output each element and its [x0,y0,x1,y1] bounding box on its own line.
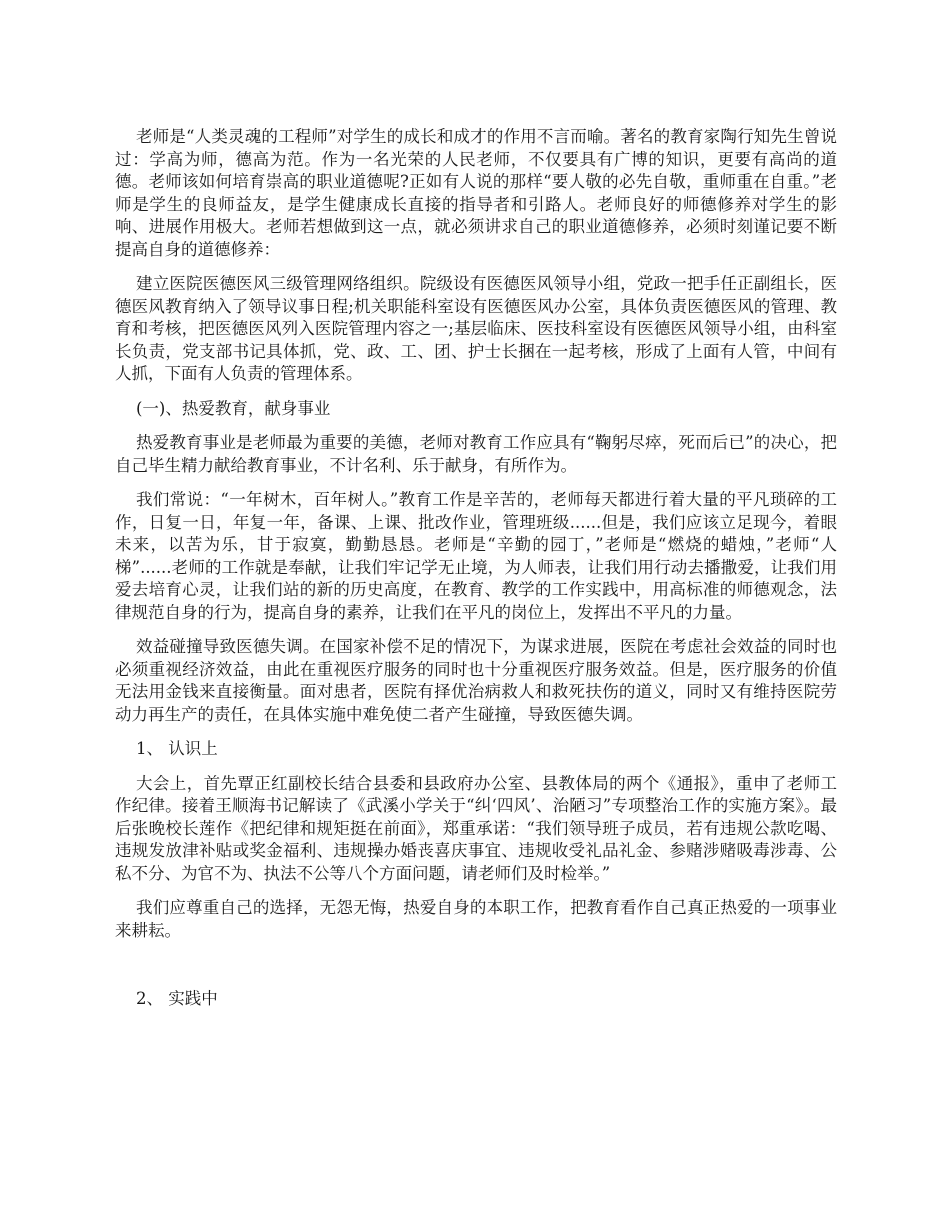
section-heading-practice: 2、 实践中 [136,989,218,1008]
paragraph-meeting-discipline: 大会上，首先覃正红副校长结合县委和县政府办公室、县教体局的两个《通报》，重申了老师工作纪律。接着王顺海书记解读了《武溪小学关于“纠‘四风’、治陋习”专项整治工作的实施方案》。最后张晚校长莲作《把纪律和规矩挺在前面》，郑重承诺：“我们领导班子成员，若有违规公款吃喝、违规发放津补贴或奖金福利、违规操办婚丧喜庆事宜、违规收受礼品礼金、参赌涉赌吸毒涉毒、公私不分、为官不为、执法不公等八个方面问题，请老师们及时检举。” [115,773,837,883]
paragraph-benefit-conflict: 效益碰撞导致医德失调。在国家补偿不足的情况下，为谋求进展，医院在考虑社会效益的同时也必须重视经济效益，由此在重视医疗服务的同时也十分重视医疗服务效益。但是，医疗服务的价值无法用金钱来直接衡量。面对患者，医院有择优治病救人和救死扶伤的道义，同时又有维持医院劳动力再生产的责任，在具体实施中难免使二者产生碰撞，导致医德失调。 [115,637,837,724]
paragraph-love-education: 热爱教育事业是老师最为重要的美德，老师对教育工作应具有“鞠躬尽瘁，死而后已”的决心，把自己毕生精力献给教育事业，不计名利、乐于献身，有所作为。 [115,433,837,475]
section-heading-understanding: 1、 认识上 [136,739,218,758]
paragraph-teacher-ethics-intro: 老师是“人类灵魂的工程师”对学生的成长和成才的作用不言而喻。著名的教育家陶行知先生曾说过：学高为师，德高为范。作为一名光荣的人民老师，不仅要具有广博的知识，更要有高尚的道德。老师该如何培育崇高的职业道德呢?正如有人说的那样“要人敬的必先自敬，重师重在自重。”老师是学生的良师益友，是学生健康成长直接的指导者和引路人。老师良好的师德修养对学生的影响、进展作用极大。老师若想做到这一点，就必须讲求自己的职业道德修养，必须时刻谨记要不断提高自身的道德修养： [115,127,837,259]
paragraph-respect-choice: 我们应尊重自己的选择，无怨无悔，热爱自身的本职工作，把教育看作自己真正热爱的一项事业来耕耘。 [115,898,837,940]
section-heading-love-education: (一)、热爱教育，献身事业 [136,398,331,418]
document-body [115,126,837,1023]
paragraph-hospital-ethics-network: 建立医院医德医风三级管理网络组织。院级设有医德医风领导小组，党政一把手任正副组长，医德医风教育纳入了领导议事日程;机关职能科室设有医德医风办公室，具体负责医德医风的管理、教育和考核，把医德医风列入医院管理内容之一;基层临床、医技科室设有医德医风领导小组，由科室长负责，党支部书记具体抓，党、政、工、团、护士长捆在一起考核，形成了上面有人管，中间有人抓，下面有人负责的管理体系。 [115,274,837,383]
paragraph-teacher-dedication: 我们常说：“一年树木，百年树人。”教育工作是辛苦的，老师每天都进行着大量的平凡琐碎的工作，日复一日，年复一年，备课、上课、批改作业，管理班级......但是，我们应该立足现今，着眼未来，以苦为乐，甘于寂寞，勤勤恳恳。老师是“辛勤的园丁，”老师是“燃烧的蜡烛，”老师“人梯”......老师的工作就是奉献，让我们牢记学无止境，为人师表，让我们用行动去播撒爱，让我们用爱去培育心灵，让我们站的新的历史高度，在教育、教学的工作实践中，用高标准的师德观念，法律规范自身的行为，提高自身的素养，让我们在平凡的岗位上，发挥出不平凡的力量。 [115,490,837,622]
